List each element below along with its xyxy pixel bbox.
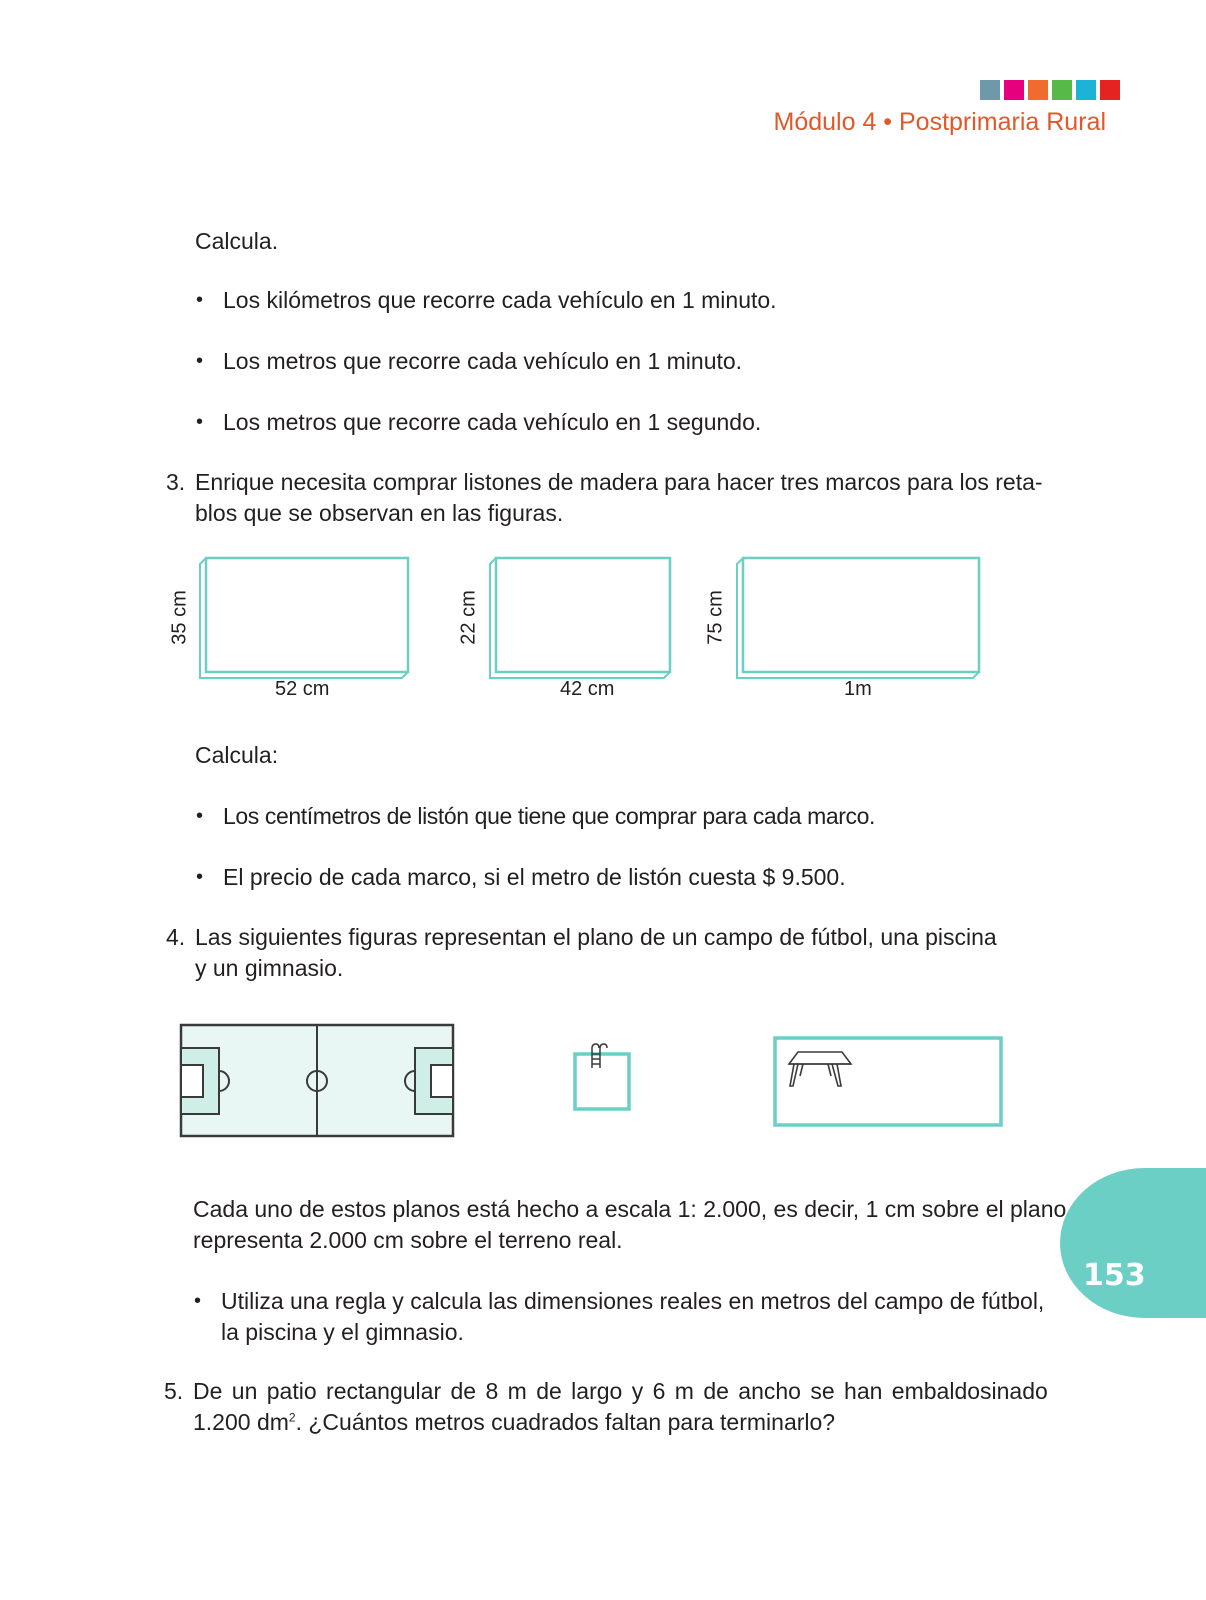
pool-plan [572,1040,634,1114]
swatch [1052,80,1072,100]
q4-bullet-line2: la piscina y el gimnasio. [221,1319,464,1345]
q5-exponent: 2 [288,1410,296,1425]
q4-text-line1: Las siguientes figuras representan el plano de un campo de fútbol, una piscina [195,924,997,950]
list-item: Los metros que recorre cada vehículo en 1 segundo. [223,409,762,435]
q5-text-line1: De un patio rectangular de 8 m de largo y 6 m de ancho se han embaldosinado [193,1378,1048,1404]
q3-intro: Calcula: [195,742,279,768]
q3-text-line2: blos que se observan en las figuras. [195,500,564,526]
q4-scale-line2: representa 2.000 cm sobre el terreno real. [193,1227,623,1253]
frame-1-width-label: 52 cm [275,678,330,700]
frame-1-height-label: 35 cm [168,590,191,645]
soccer-field-plan [178,1022,458,1140]
swatch [1004,80,1024,100]
frame-3-height-label: 75 cm [704,590,727,645]
q4-bullet-line1: Utiliza una regla y calcula las dimensiones reales en metros del campo de fútbol, [221,1288,1045,1314]
frame-1 [196,556,414,682]
q5-number: 5. [164,1378,184,1404]
frame-3 [733,556,985,682]
frame-2-width-label: 42 cm [560,678,615,700]
q4-scale-line1: Cada uno de estos planos está hecho a escala 1: 2.000, es decir, 1 cm sobre el plano [193,1196,1067,1222]
q4-text-line2: y un gimnasio. [195,955,344,981]
swatch [1100,80,1120,100]
page-number: 153 [1083,1258,1146,1293]
bullet-icon: • [196,411,204,433]
frame-2 [486,556,676,682]
q3-number: 3. [166,469,186,495]
bullet-icon: • [196,350,204,372]
bullet-icon: • [196,805,204,827]
q5-text-line2 [193,1407,835,1438]
color-swatches [980,80,1120,100]
list-item: Los metros que recorre cada vehículo en 1 minuto. [223,348,743,374]
bullet-icon: • [196,866,204,888]
frame-2-height-label: 22 cm [457,590,480,645]
section1-intro: Calcula. [195,228,279,254]
module-title: Módulo 4 • Postprimaria Rural [773,108,1106,136]
frame-3-width-label: 1m [844,678,872,700]
swatch [1028,80,1048,100]
bullet-icon: • [194,1290,202,1312]
q4-number: 4. [166,924,186,950]
swatch [1076,80,1096,100]
bullet-icon: • [196,289,204,311]
q5-question: . ¿Cuántos metros cuadrados faltan para terminarlo? [295,1409,836,1435]
page-tab [1060,1168,1206,1318]
q3-text-line1: Enrique necesita comprar listones de madera para hacer tres marcos para los reta- [195,469,1043,495]
q5-area-value: 1.200 dm [193,1409,289,1435]
list-item: Los kilómetros que recorre cada vehículo en 1 minuto. [223,287,777,313]
gym-plan [770,1034,1008,1132]
swatch [980,80,1000,100]
list-item: El precio de cada marco, si el metro de listón cuesta $ 9.500. [223,864,846,890]
list-item: Los centímetros de listón que tiene que comprar para cada marco. [223,803,875,829]
